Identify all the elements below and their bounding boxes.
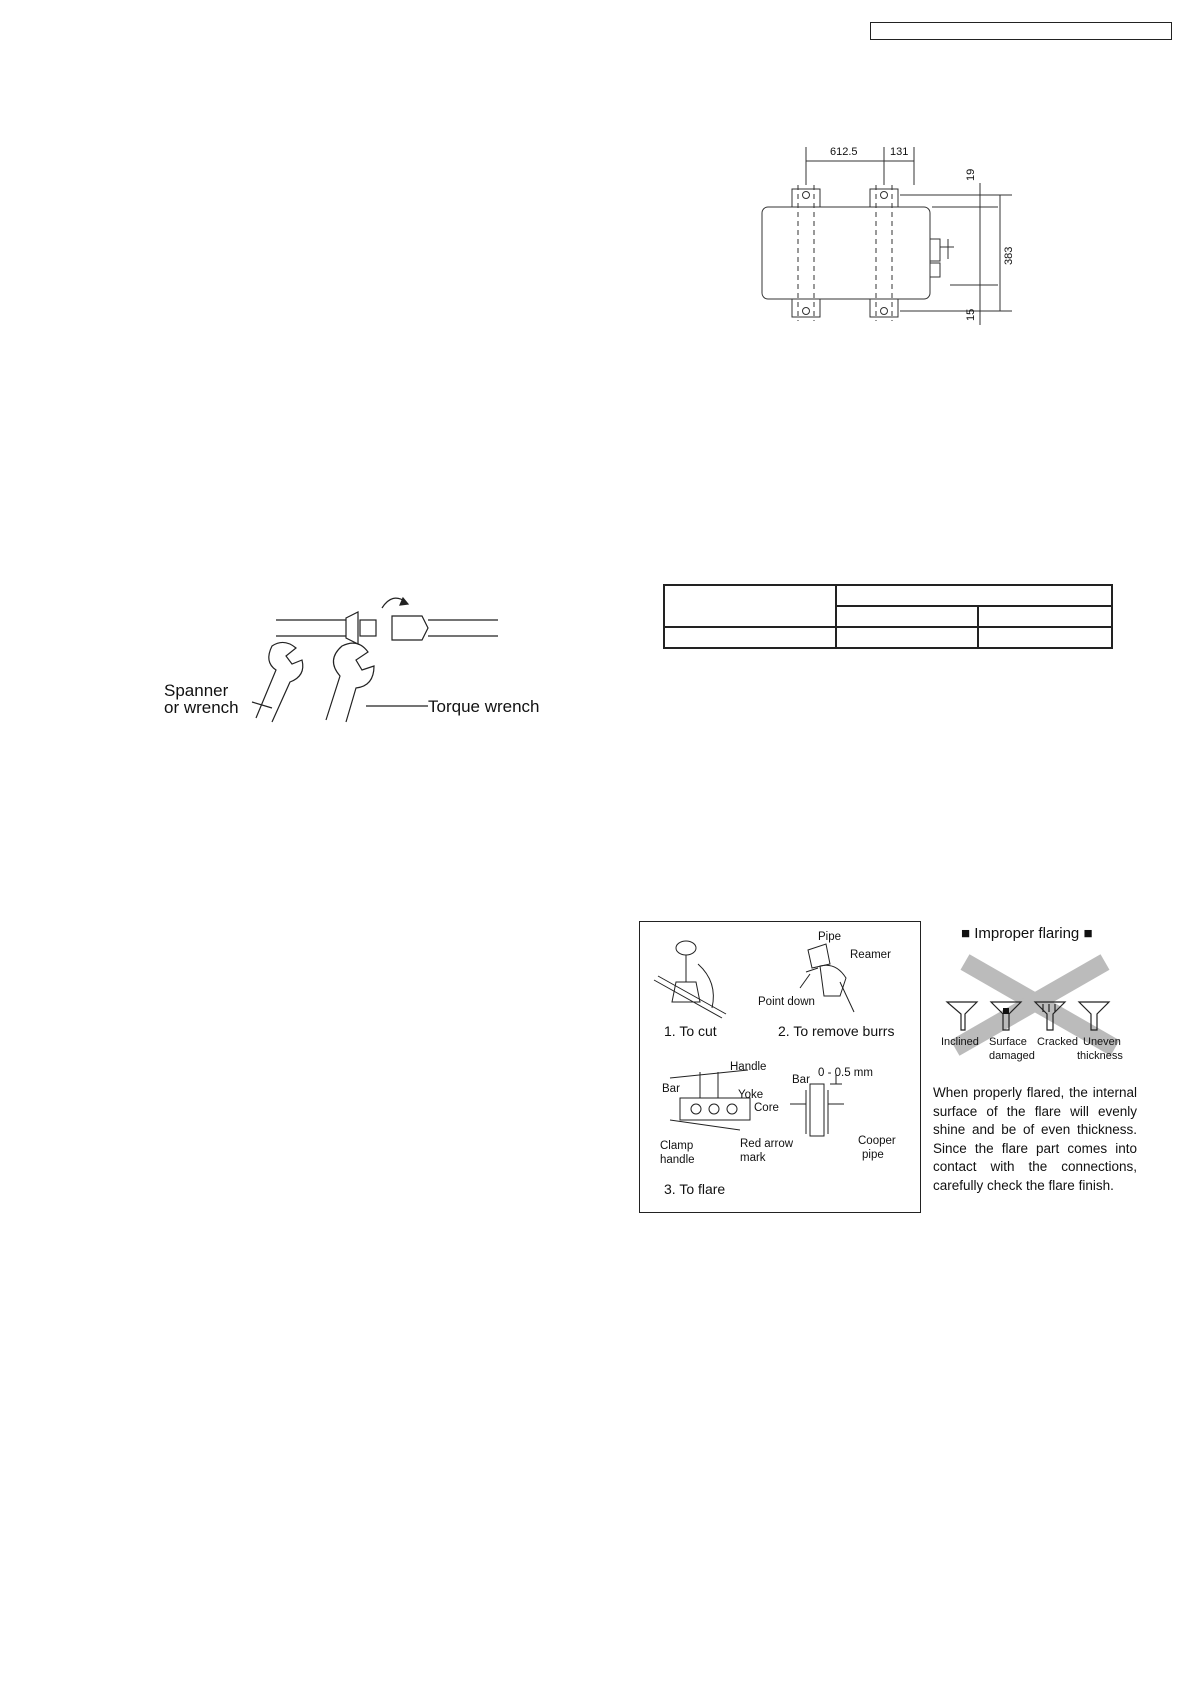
dim-15: 15: [965, 308, 977, 321]
spec-table-cell: [664, 585, 836, 627]
inclined-label: Inclined: [941, 1036, 979, 1048]
dim-131: 131: [890, 146, 909, 158]
surface-damaged-label-1: Surface: [989, 1036, 1027, 1048]
core-label: Core: [754, 1102, 779, 1114]
red-arrow-label-1: Red arrow: [740, 1138, 794, 1150]
dim-383: 383: [1003, 246, 1015, 265]
surface-damaged-label-2: damaged: [989, 1050, 1035, 1062]
flaring-steps-box: [639, 921, 921, 1213]
torque-wrench-label: Torque wrench: [428, 697, 540, 716]
clamp-handle-label-2: handle: [660, 1154, 695, 1166]
clamp-handle-label-1: Clamp: [660, 1140, 694, 1152]
step-3-label: 3. To flare: [664, 1181, 726, 1197]
spanner-label-2: or wrench: [164, 698, 239, 717]
spec-table-cell: [836, 627, 978, 648]
reamer-label: Reamer: [850, 949, 891, 961]
pipe-label: Pipe: [818, 931, 842, 943]
improper-flaring-figure: [935, 918, 1140, 1068]
spec-table-cell: [978, 606, 1112, 627]
spec-table-cell: [978, 627, 1112, 648]
dim-612: 612.5: [830, 146, 858, 158]
gap-label: 0 - 0.5 mm: [818, 1067, 873, 1079]
cracked-label: Cracked: [1037, 1036, 1078, 1048]
yoke-label: Yoke: [738, 1089, 764, 1101]
handle-label: Handle: [730, 1061, 767, 1073]
bar-label: Bar: [662, 1083, 680, 1095]
cooper-pipe-label-2: pipe: [862, 1149, 884, 1161]
bar-label-detail: Bar: [792, 1074, 810, 1086]
page-header-box: [870, 22, 1172, 40]
cooper-pipe-label-1: Cooper: [858, 1135, 896, 1147]
dim-19: 19: [965, 168, 977, 181]
uneven-label-1: Uneven: [1083, 1036, 1121, 1048]
red-arrow-label-2: mark: [740, 1152, 766, 1164]
uneven-label-2: thickness: [1077, 1050, 1123, 1062]
flare-finish-note: When properly flared, the internal surface of the flare will evenly shine and be of even thickness. Since the flare part comes into contact with the connections, carefully check the flare finish.: [933, 1085, 1137, 1193]
step-2-label: 2. To remove burrs: [778, 1023, 895, 1039]
improper-flaring-title: ■ Improper flaring ■: [961, 925, 1093, 942]
spec-table-cell: [664, 627, 836, 648]
step-1-label: 1. To cut: [664, 1023, 717, 1039]
spec-table-cell: [836, 585, 1112, 606]
point-down-label: Point down: [758, 996, 815, 1008]
spec-table-cell: [836, 606, 978, 627]
surface-damage-mark-icon: [1003, 1008, 1009, 1014]
flaring-steps-figure: [640, 922, 922, 1214]
spec-table: [663, 584, 1113, 649]
dimension-drawing: [750, 135, 1040, 330]
wrench-figure: [160, 590, 550, 725]
spanner-label-1: Spanner: [164, 681, 229, 700]
